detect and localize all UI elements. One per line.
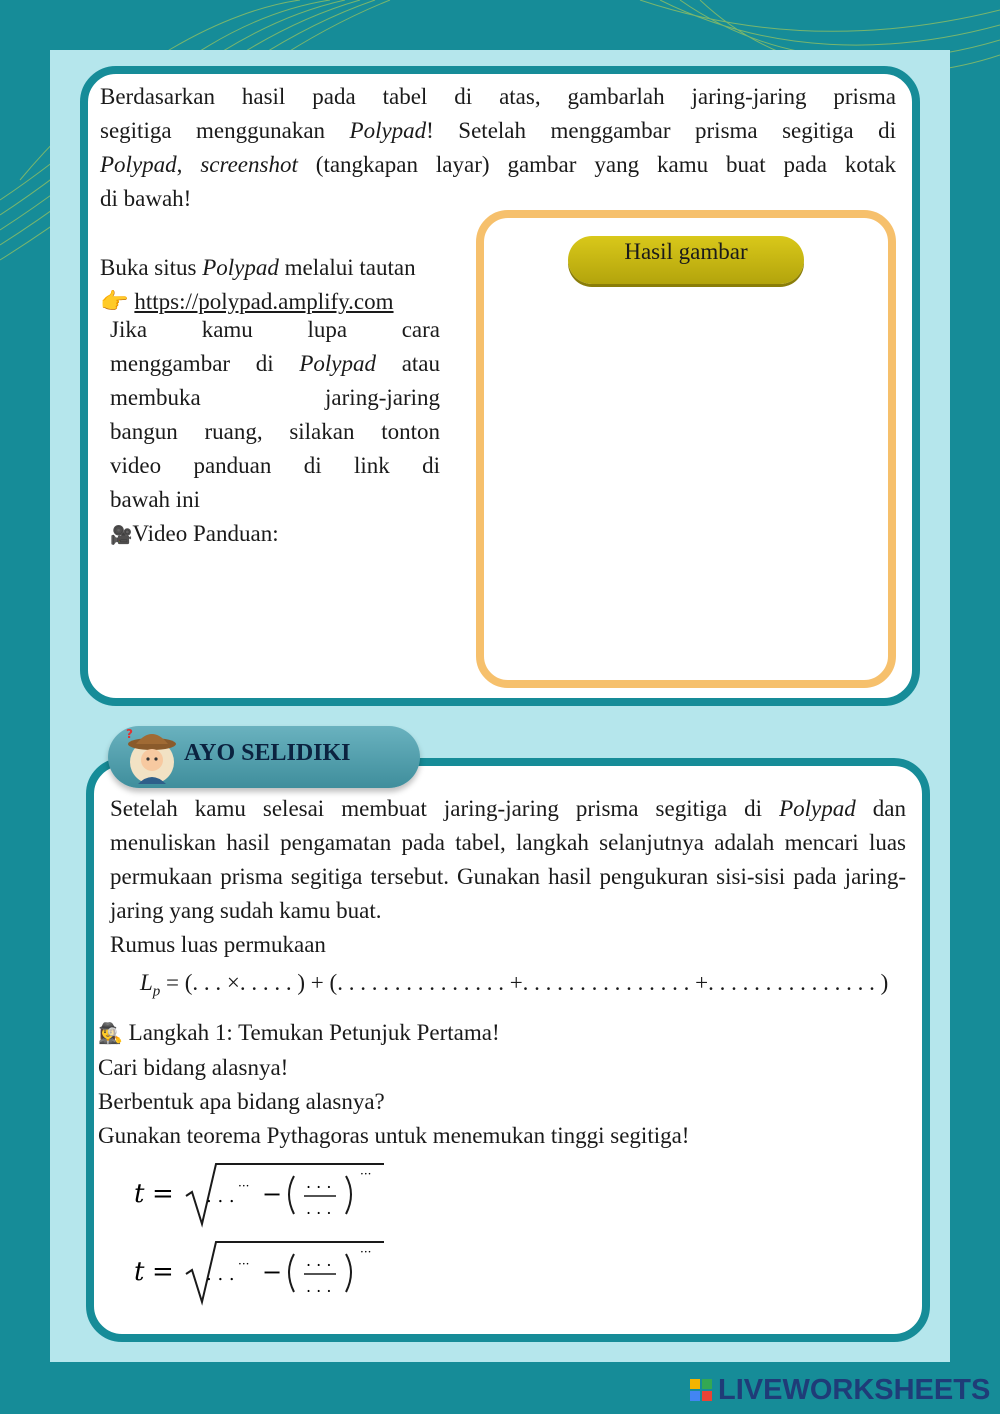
svg-text:···: ···: [238, 1257, 250, 1271]
intro-line-4: di bawah!: [100, 186, 192, 211]
result-label: Hasil gambar: [568, 236, 804, 284]
equation-graphic: [126, 1160, 396, 1230]
video-guide[interactable]: 🎥Video Panduan:: [110, 521, 279, 546]
detective-icon: [122, 726, 182, 786]
investigate-title: AYO SELIDIKI: [184, 740, 351, 766]
svg-text:···: ···: [360, 1245, 372, 1259]
help-paragraph: Jika kamu lupa cara menggambar di Polypad atau membuka jaring-jaring bangun ruang, silakan tonton video panduan di link di bawah ini 🎥Video Panduan:: [110, 313, 440, 552]
question-3: Gunakan teorema Pythagoras untuk menemukan tinggi segitiga!: [98, 1123, 690, 1148]
svg-text:···: ···: [238, 1179, 250, 1193]
equation-graphic: [126, 1238, 396, 1308]
svg-text:−: −: [262, 1180, 283, 1208]
svg-text:. . .: . . .: [306, 1199, 332, 1218]
pointing-hand-icon: 👉: [100, 289, 129, 314]
formula-label: Rumus luas permukaan: [110, 932, 326, 957]
intro-paragraph: [100, 80, 896, 216]
investigate-banner: [108, 726, 420, 788]
detective-emoji-icon: 🕵️‍♀️: [98, 1023, 123, 1045]
polypad-link-section: Buka situs Polypad melalui tautan 👉 https://polypad.amplify.com: [100, 255, 416, 314]
svg-text:···: ···: [360, 1167, 372, 1181]
svg-text:. . .: . . .: [206, 1264, 235, 1285]
investigate-paragraph: Setelah kamu selesai membuat jaring-jaring prisma segitiga di Polypad dan menuliskan hasil pengamatan pada tabel, langkah selanjutnya adalah mencari luas permukaan prisma segitiga tersebut. Gunakan hasil pengukuran sisi-sisi pada jaring-jaring yang sudah kamu buat.: [110, 796, 907, 923]
svg-text:=: =: [152, 1257, 174, 1287]
svg-text:. . .: . . .: [306, 1277, 332, 1296]
step-1-title: Langkah 1: Temukan Petunjuk Pertama!: [128, 1020, 500, 1045]
video-camera-icon: 🎥: [110, 525, 133, 545]
svg-text:?: ?: [126, 727, 133, 741]
intro-line-2: segitiga menggunakan Polypad! Setelah menggambar prisma segitiga di: [100, 118, 896, 143]
polypad-link[interactable]: https://polypad.amplify.com: [134, 289, 394, 314]
surface-area-formula: $L_p$ = (. . . ×. . . . . ) + (. . . . . . . . . . . . . . . +. . . . . . . . . . . . . . . +. . . . . . . . . . . . . . . ): [140, 970, 889, 1000]
intro-line-1: Berdasarkan hasil pada tabel di atas, gambarlah jaring-jaring prisma: [100, 84, 896, 109]
logo-text: LIVEWORKSHEETS: [718, 1373, 991, 1406]
step-1: [98, 1016, 918, 1153]
liveworksheets-logo[interactable]: [690, 1374, 990, 1406]
svg-text:. . .: . . .: [306, 1251, 332, 1270]
svg-text:t: t: [134, 1179, 145, 1209]
svg-text:. . .: . . .: [306, 1173, 332, 1192]
svg-text:=: =: [152, 1179, 174, 1209]
svg-text:−: −: [262, 1258, 283, 1286]
svg-text:. . .: . . .: [206, 1186, 235, 1207]
question-2: Berbentuk apa bidang alasnya?: [98, 1089, 385, 1114]
svg-text:t: t: [134, 1257, 145, 1287]
pythagoras-equation-1: [126, 1160, 396, 1237]
intro-line-3: Polypad, screenshot (tangkapan layar) gambar yang kamu buat pada kotak: [100, 152, 896, 177]
question-1: Cari bidang alasnya!: [98, 1055, 289, 1080]
liveworksheets-logo-icon: [690, 1379, 712, 1401]
pythagoras-equation-2: [126, 1238, 396, 1315]
